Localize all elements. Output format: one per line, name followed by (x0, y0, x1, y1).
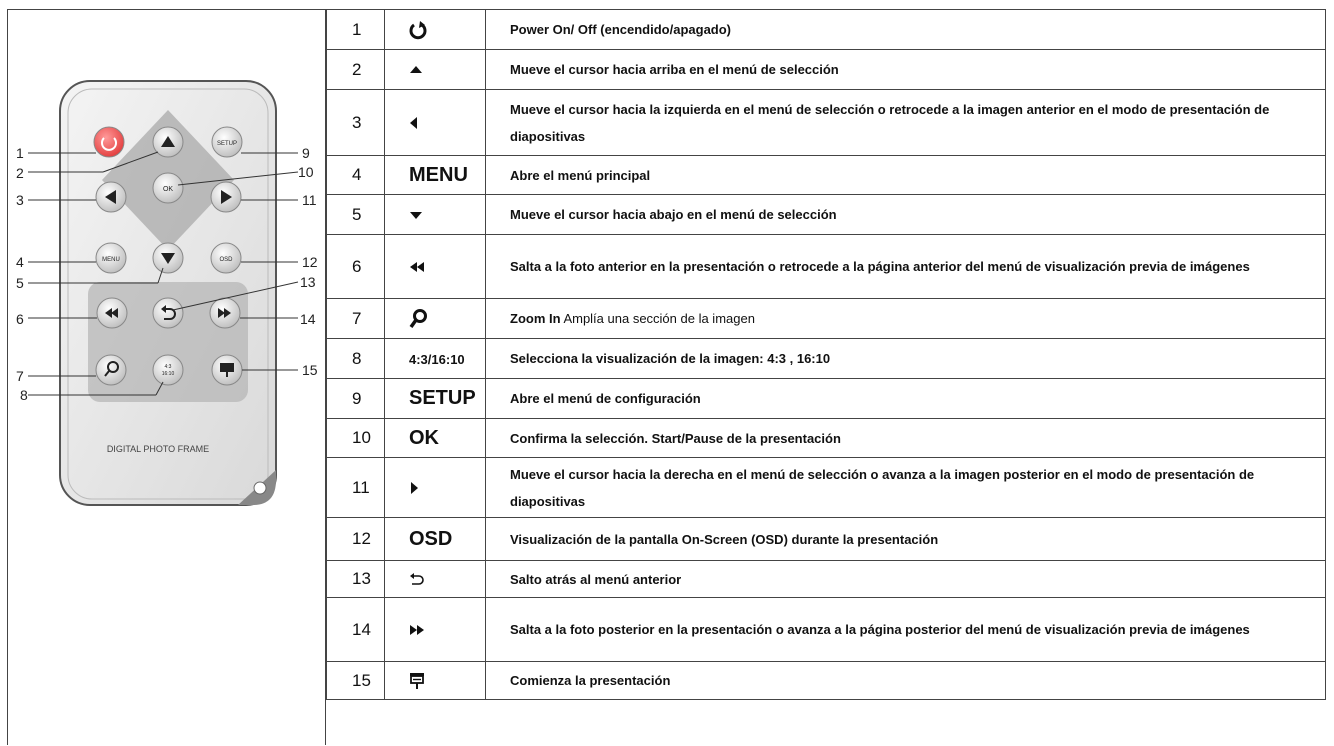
row-description: Mueve el cursor hacia arriba en el menú de selección (486, 50, 1326, 90)
svg-text:11: 11 (302, 192, 317, 208)
right-arrow-icon (409, 481, 419, 495)
row-number: 13 (327, 561, 385, 598)
svg-text:16:10: 16:10 (161, 371, 175, 377)
row-description: Salta a la foto posterior en la presentación o avanza a la página posterior del menú de visualización previa de imágenes (486, 598, 1326, 662)
row-number: 9 (327, 379, 385, 419)
table-row (327, 662, 1326, 700)
row-description: Mueve el cursor hacia la derecha en el menú de selección o avanza a la imagen posterior en el modo de presentación de diapositivas (486, 458, 1326, 518)
row-symbol (385, 195, 486, 235)
up-arrow-icon (409, 65, 423, 75)
svg-text:4:3: 4:3 (164, 364, 172, 370)
row-symbol (385, 561, 486, 598)
svg-text:OSD: OSD (219, 257, 233, 263)
row-symbol (385, 662, 486, 700)
svg-text:6: 6 (16, 311, 24, 327)
remote-illustration-panel (7, 9, 326, 745)
power-icon (409, 20, 427, 40)
row-symbol: OK (385, 419, 486, 458)
row-symbol (385, 50, 486, 90)
row-number: 8 (327, 339, 385, 379)
row-symbol (385, 458, 486, 518)
fast-forward-icon (409, 624, 425, 636)
table-row (327, 339, 1326, 379)
slideshow-icon (409, 672, 425, 690)
svg-text:3: 3 (16, 192, 24, 208)
row-description: Confirma la selección. Start/Pause de la presentación (486, 419, 1326, 458)
svg-text:5: 5 (16, 275, 24, 291)
svg-text:14: 14 (300, 311, 316, 327)
table-row (327, 156, 1326, 195)
row-symbol: OSD (385, 518, 486, 561)
button-function-table (326, 9, 1326, 700)
svg-text:1: 1 (16, 145, 24, 161)
row-number: 12 (327, 518, 385, 561)
svg-text:4: 4 (16, 254, 24, 270)
remote-zoom-button (96, 355, 126, 385)
row-number: 15 (327, 662, 385, 700)
remote-brand-label: DIGITAL PHOTO FRAME (106, 444, 210, 454)
svg-text:10: 10 (298, 164, 314, 180)
row-description: Visualización de la pantalla On-Screen (OSD) durante la presentación (486, 518, 1326, 561)
svg-text:MENU: MENU (102, 257, 120, 263)
row-symbol: 4:3/16:10 (385, 339, 486, 379)
row-description: Selecciona la visualización de la imagen: 4:3 , 16:10 (486, 339, 1326, 379)
table-row (327, 379, 1326, 419)
left-arrow-icon (409, 116, 419, 130)
row-number: 14 (327, 598, 385, 662)
table-row (327, 419, 1326, 458)
row-number: 6 (327, 235, 385, 299)
row-symbol (385, 10, 486, 50)
row-number: 4 (327, 156, 385, 195)
svg-text:12: 12 (302, 254, 318, 270)
svg-text:8: 8 (20, 387, 28, 403)
table-row (327, 195, 1326, 235)
row-number: 11 (327, 458, 385, 518)
row-description: Abre el menú principal (486, 156, 1326, 195)
svg-text:SETUP: SETUP (216, 141, 238, 147)
row-description: Salta a la foto anterior en la presentación o retrocede a la página anterior del menú de visualización previa de imágenes (486, 235, 1326, 299)
table-row (327, 235, 1326, 299)
back-icon (409, 573, 425, 587)
table-row (327, 10, 1326, 50)
row-description: Power On/ Off (encendido/apagado) (486, 10, 1326, 50)
row-description: Mueve el cursor hacia abajo en el menú de selección (486, 195, 1326, 235)
row-symbol (385, 598, 486, 662)
table-row (327, 518, 1326, 561)
svg-text:13: 13 (300, 274, 316, 290)
row-number: 2 (327, 50, 385, 90)
svg-text:9: 9 (302, 145, 310, 161)
svg-text:15: 15 (302, 362, 318, 378)
row-number: 3 (327, 90, 385, 156)
table-row (327, 299, 1326, 339)
row-number: 5 (327, 195, 385, 235)
row-description: Mueve el cursor hacia la izquierda en el menú de selección o retrocede a la imagen anterior en el modo de presentación de diapositivas (486, 90, 1326, 156)
remote-back-button (153, 298, 183, 328)
row-symbol: MENU (385, 156, 486, 195)
row-symbol: SETUP (385, 379, 486, 419)
row-description: Zoom In Amplía una sección de la imagen (486, 299, 1326, 339)
row-number: 7 (327, 299, 385, 339)
table-row (327, 561, 1326, 598)
zoom-icon (409, 309, 427, 329)
row-number: 10 (327, 419, 385, 458)
table-row (327, 90, 1326, 156)
remote-control-image (8, 10, 327, 746)
remote-ratio-button (153, 355, 183, 385)
row-symbol (385, 90, 486, 156)
row-description: Comienza la presentación (486, 662, 1326, 700)
rewind-icon (409, 261, 425, 273)
row-symbol (385, 299, 486, 339)
row-description: Salto atrás al menú anterior (486, 561, 1326, 598)
remote-power-button (94, 127, 124, 157)
svg-text:OK: OK (162, 186, 174, 193)
down-arrow-icon (409, 210, 423, 220)
row-number: 1 (327, 10, 385, 50)
table-row (327, 458, 1326, 518)
svg-text:2: 2 (16, 165, 24, 181)
table-row (327, 598, 1326, 662)
row-symbol (385, 235, 486, 299)
row-description: Abre el menú de configuración (486, 379, 1326, 419)
table-row (327, 50, 1326, 90)
svg-text:7: 7 (16, 368, 24, 384)
